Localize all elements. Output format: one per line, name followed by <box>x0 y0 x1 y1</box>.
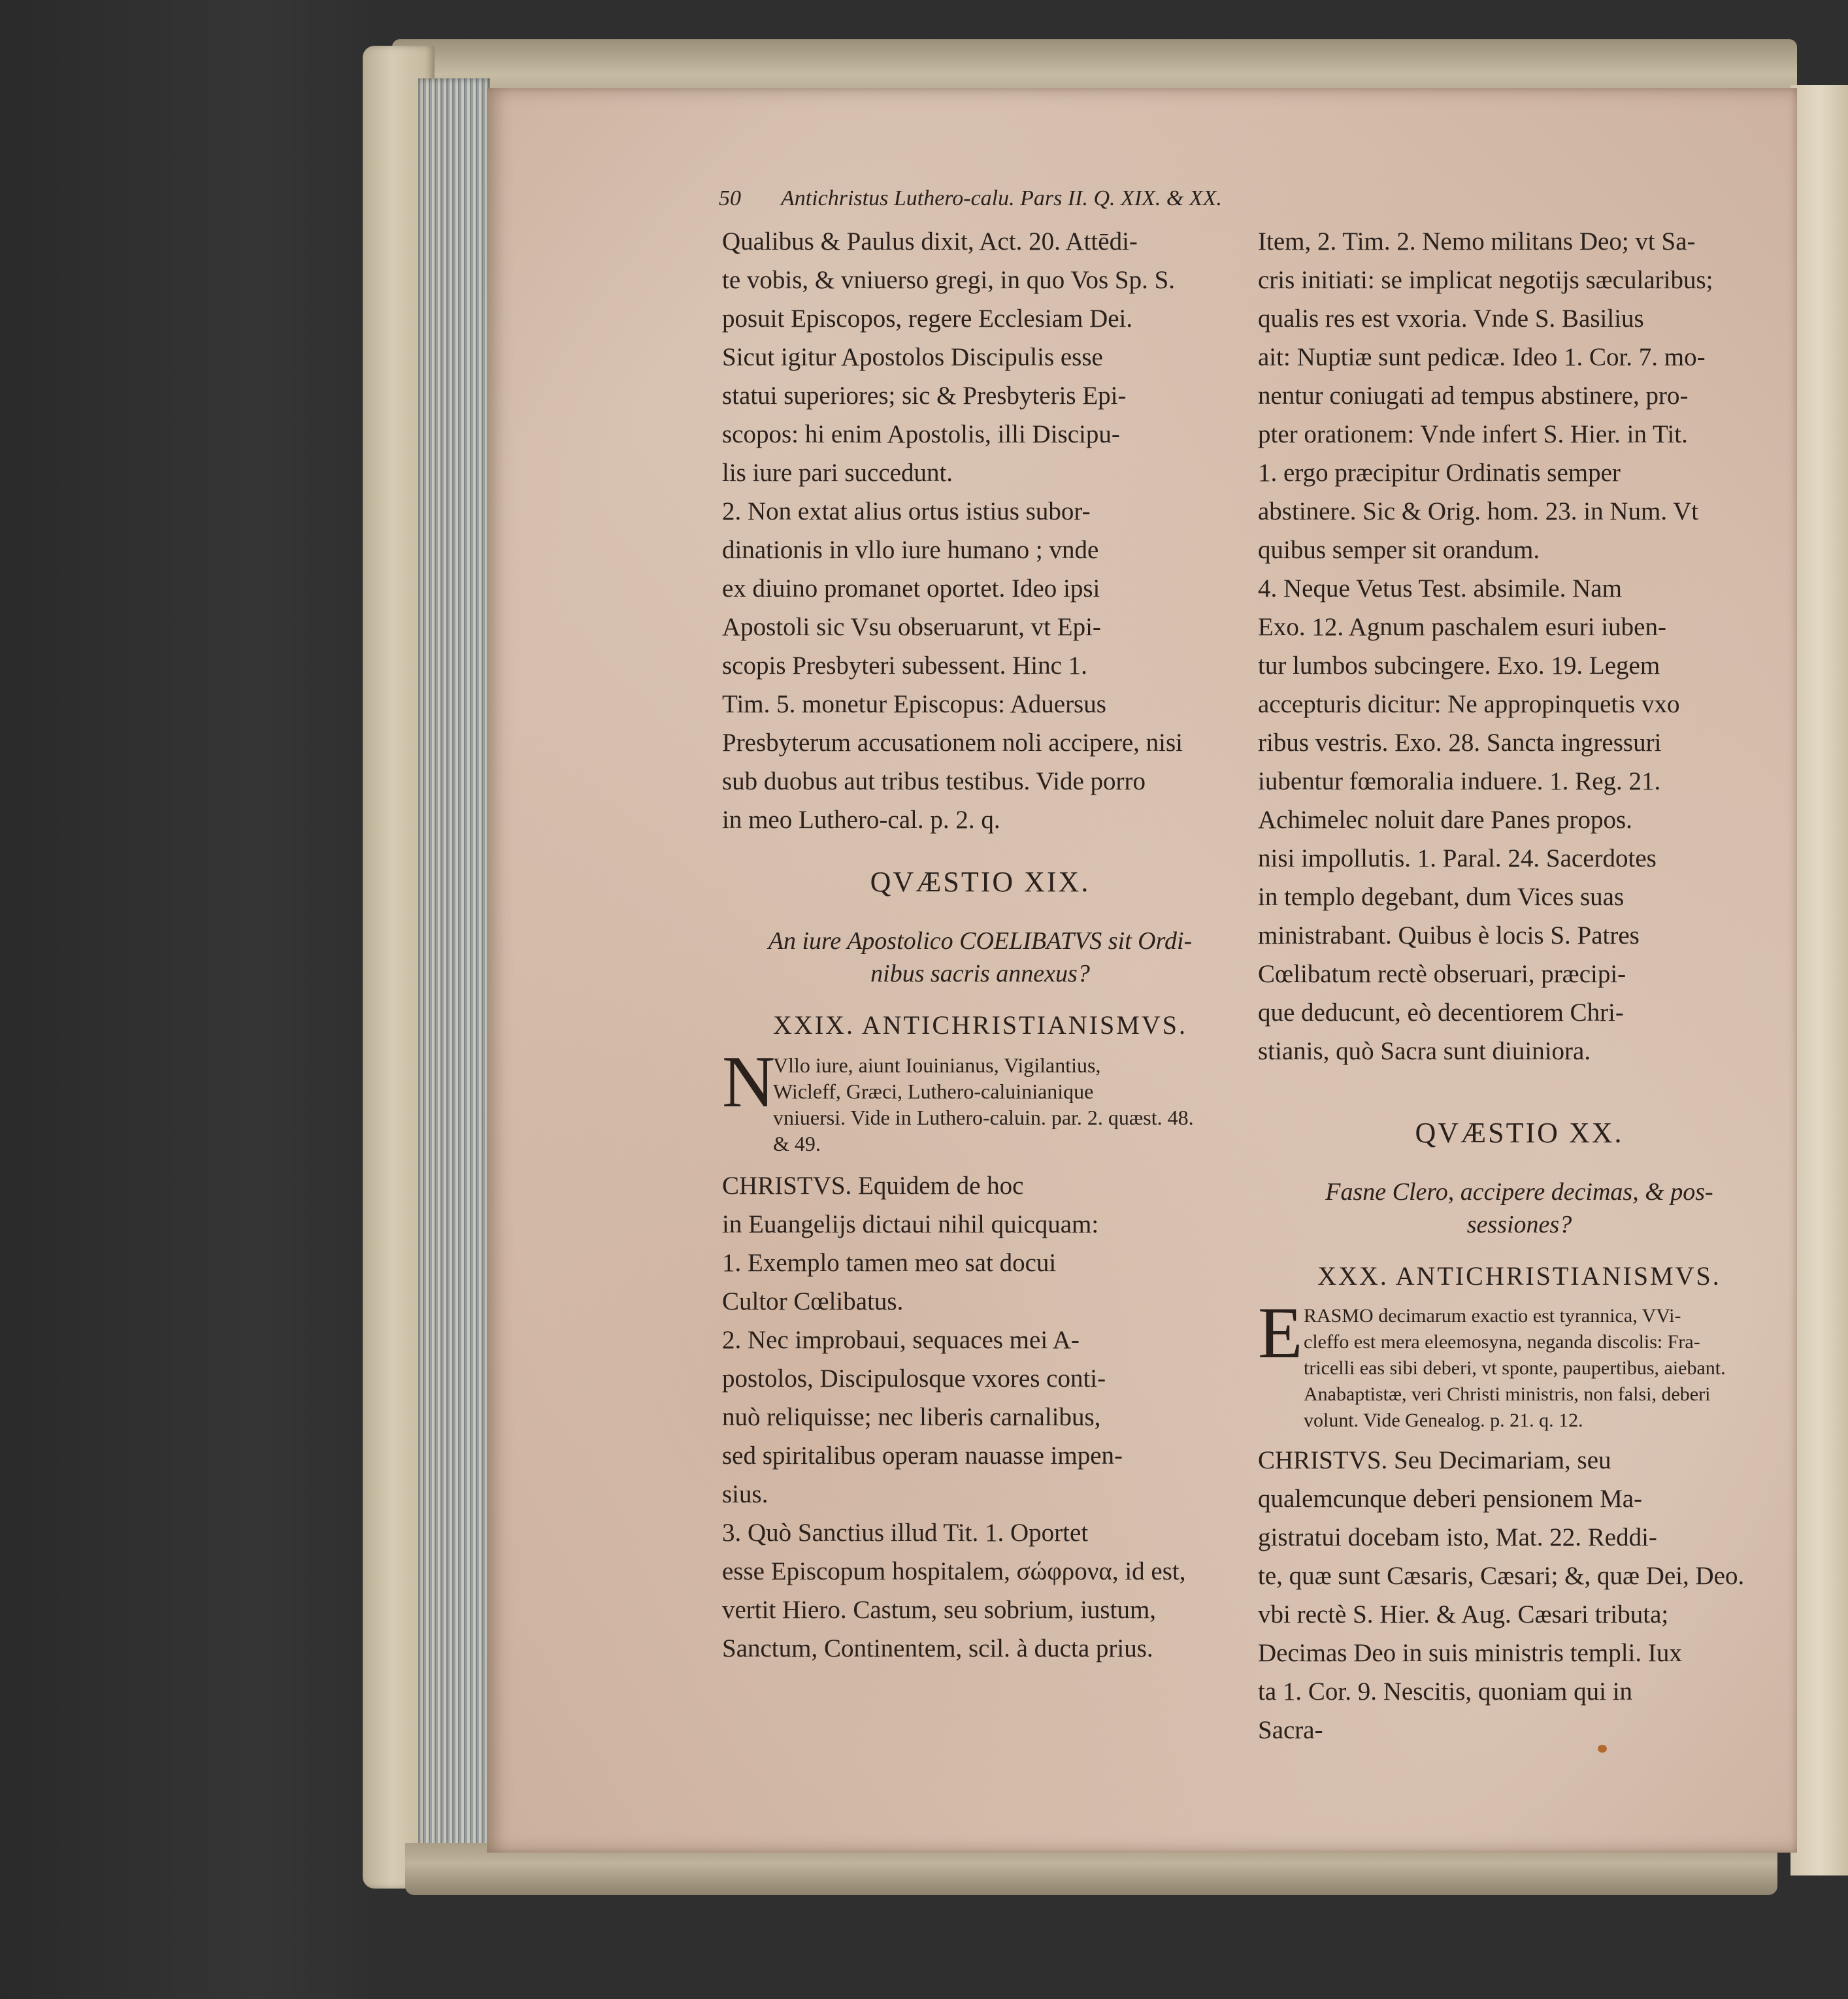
text-line: cris initiati: se implicat negotijs sæcularibus; <box>1258 266 1713 294</box>
question-20-title <box>1258 1176 1781 1241</box>
section-30-dropcap: E <box>1258 1293 1303 1374</box>
text-line: ex diuino promanet oportet. Ideo ipsi <box>722 574 1100 603</box>
text-line: Apostoli sic Vsu obseruarunt, vt Epi- <box>722 613 1101 641</box>
text-line: dinationis in vllo iure humano ; vnde <box>722 536 1099 564</box>
text-line: Qualibus & Paulus dixit, Act. 20. Attēdi- <box>722 227 1138 256</box>
text-line: in Euangelijs dictaui nihil quicquam: <box>722 1210 1099 1238</box>
text-line: accepturis dicitur: Ne appropinquetis vxo <box>1258 690 1680 718</box>
text-line: Decimas Deo in suis ministris templi. Iux <box>1258 1639 1682 1667</box>
text-line: lis iure pari succedunt. <box>722 459 953 487</box>
text-line: vertit Hiero. Castum, seu sobrium, iustum, <box>722 1596 1157 1624</box>
small-text-line: Wicleff, Græci, Luthero-caluinianique <box>773 1080 1094 1103</box>
question-title-line: nibus sacris annexus? <box>870 960 1090 987</box>
section-30-block <box>1258 1293 1781 1434</box>
left-body-lines <box>722 222 1238 839</box>
text-line: que deducunt, eò decentiorem Chri- <box>1258 999 1624 1027</box>
right-column <box>1258 222 1781 1749</box>
right-body-lines <box>1258 222 1781 1070</box>
book-cover-right <box>1790 85 1848 1875</box>
text-line: postolos, Discipulosque vxores conti- <box>722 1364 1106 1393</box>
section-29-text <box>773 1052 1194 1157</box>
background-surface <box>0 0 366 1999</box>
small-text-line: volunt. Vide Genealog. p. 21. q. 12. <box>1304 1410 1583 1431</box>
small-text-line: tricelli eas sibi deberi, vt sponte, paupertibus, aiebant. <box>1304 1357 1726 1379</box>
ink-stain <box>1598 1745 1607 1753</box>
text-line: qualemcunque deberi pensionem Ma- <box>1258 1485 1643 1513</box>
text-line: qualis res est vxoria. Vnde S. Basilius <box>1258 305 1644 333</box>
text-line: stianis, quò Sacra sunt diuiniora. <box>1258 1037 1591 1065</box>
text-line: Tim. 5. monetur Episcopus: Aduersus <box>722 690 1106 718</box>
text-line: quibus semper sit orandum. <box>1258 536 1540 564</box>
question-19-title <box>722 925 1238 990</box>
text-line: CHRISTVS. Equidem de hoc <box>722 1172 1024 1200</box>
text-line: CHRISTVS. Seu Decimariam, seu <box>1258 1446 1611 1474</box>
text-line: scopos: hi enim Apostolis, illi Discipu- <box>722 420 1120 448</box>
page-edges <box>418 78 490 1856</box>
text-line: vbi rectè S. Hier. & Aug. Cæsari tributa; <box>1258 1600 1669 1628</box>
left-column <box>722 222 1238 1668</box>
text-line: statui superiores; sic & Presbyteris Epi- <box>722 382 1127 410</box>
text-line: 4. Neque Vetus Test. absimile. Nam <box>1258 574 1622 603</box>
small-text-line: Vllo iure, aiunt Iouinianus, Vigilantius, <box>773 1053 1101 1077</box>
text-line: iubentur fœmoralia induere. 1. Reg. 21. <box>1258 767 1661 795</box>
text-line: te, quæ sunt Cæsaris, Cæsari; &, quæ Dei, Deo. <box>1258 1562 1745 1590</box>
text-line: Sanctum, Continentem, scil. à ducta prius. <box>722 1634 1153 1662</box>
book-page <box>487 88 1797 1853</box>
text-line: Sicut igitur Apostolos Discipulis esse <box>722 343 1103 371</box>
text-line: 3. Quò Sanctius illud Tit. 1. Oportet <box>722 1519 1089 1547</box>
text-line: nuò reliquisse; nec liberis carnalibus, <box>722 1403 1101 1431</box>
text-line: 2. Nec improbaui, sequaces mei A- <box>722 1326 1080 1354</box>
page-number: 50 <box>719 186 741 210</box>
text-line: 1. ergo præcipitur Ordinatis semper <box>1258 459 1621 487</box>
text-line: sius. <box>722 1480 768 1508</box>
text-line: nentur coniugati ad tempus abstinere, pro- <box>1258 382 1689 410</box>
question-title-line: Fasne Clero, accipere decimas, & pos- <box>1325 1178 1713 1206</box>
small-text-line: vniuersi. Vide in Luthero-caluin. par. 2. quæst. 48. <box>773 1106 1194 1129</box>
small-text-line: Anabaptistæ, veri Christi ministris, non falsi, deberi <box>1304 1383 1711 1405</box>
text-line: 1. Exemplo tamen meo sat docui <box>722 1249 1057 1277</box>
section-30-heading: XXX. ANTICHRISTIANISMVS. <box>1317 1261 1721 1291</box>
text-line: te vobis, & vniuerso gregi, in quo Vos Sp. S. <box>722 266 1176 294</box>
small-text-line: RASMO decimarum exactio est tyrannica, VVi- <box>1304 1305 1681 1327</box>
text-line: nisi impollutis. 1. Paral. 24. Sacerdotes <box>1258 844 1657 872</box>
question-title-line: sessiones? <box>1466 1211 1572 1238</box>
text-line: in meo Luthero-cal. p. 2. q. <box>722 806 1000 834</box>
running-title: Antichristus Luthero-calu. Pars II. Q. XIX. & XX. <box>781 186 1222 210</box>
text-line: Cultor Cœlibatus. <box>722 1287 904 1315</box>
small-text-line: & 49. <box>773 1132 821 1155</box>
text-line: ribus vestris. Exo. 28. Sancta ingressuri <box>1258 729 1662 757</box>
text-line: ta 1. Cor. 9. Nescitis, quoniam qui in <box>1258 1677 1633 1706</box>
question-19-heading: QVÆSTIO XIX. <box>870 866 1091 898</box>
small-text-line: cleffo est mera eleemosyna, neganda discolis: Fra- <box>1304 1331 1700 1353</box>
text-line: pter orationem: Vnde infert S. Hier. in Tit. <box>1258 420 1688 448</box>
text-line: Achimelec noluit dare Panes propos. <box>1258 806 1632 834</box>
text-line: tur lumbos subcingere. Exo. 19. Legem <box>1258 652 1660 680</box>
text-line: Exo. 12. Agnum paschalem esuri iuben- <box>1258 613 1666 641</box>
text-line: sed spiritalibus operam nauasse impen- <box>722 1442 1123 1470</box>
right-christus-lines <box>1258 1441 1781 1749</box>
text-line: 2. Non extat alius ortus istius subor- <box>722 497 1091 525</box>
text-line: Sacra- <box>1258 1716 1323 1744</box>
section-29-dropcap: N <box>722 1042 775 1123</box>
text-line: Item, 2. Tim. 2. Nemo militans Deo; vt Sa- <box>1258 227 1696 256</box>
text-line: esse Episcopum hospitalem, σώφρονα, id est, <box>722 1557 1186 1585</box>
text-line: posuit Episcopos, regere Ecclesiam Dei. <box>722 305 1133 333</box>
question-title-line: An iure Apostolico COELIBATVS sit Ordi- <box>768 927 1193 955</box>
text-line: ait: Nuptiæ sunt pedicæ. Ideo 1. Cor. 7. mo- <box>1258 343 1706 371</box>
left-christus-lines <box>722 1166 1238 1668</box>
text-line: gistratui docebam isto, Mat. 22. Reddi- <box>1258 1523 1657 1551</box>
section-29-block <box>722 1042 1238 1157</box>
section-30-text <box>1304 1303 1726 1434</box>
text-line: abstinere. Sic & Orig. hom. 23. in Num. Vt <box>1258 497 1699 525</box>
text-line: Cœlibatum rectè obseruari, præcipi- <box>1258 960 1626 988</box>
text-line: in templo degebant, dum Vices suas <box>1258 883 1625 911</box>
text-line: scopis Presbyteri subessent. Hinc 1. <box>722 652 1087 680</box>
text-line: Presbyterum accusationem noli accipere, nisi <box>722 729 1183 757</box>
section-29-heading: XXIX. ANTICHRISTIANISMVS. <box>773 1010 1187 1040</box>
text-line: ministrabant. Quibus è locis S. Patres <box>1258 921 1640 950</box>
question-20-heading: QVÆSTIO XX. <box>1415 1117 1624 1149</box>
text-line: sub duobus aut tribus testibus. Vide porro <box>722 767 1146 795</box>
